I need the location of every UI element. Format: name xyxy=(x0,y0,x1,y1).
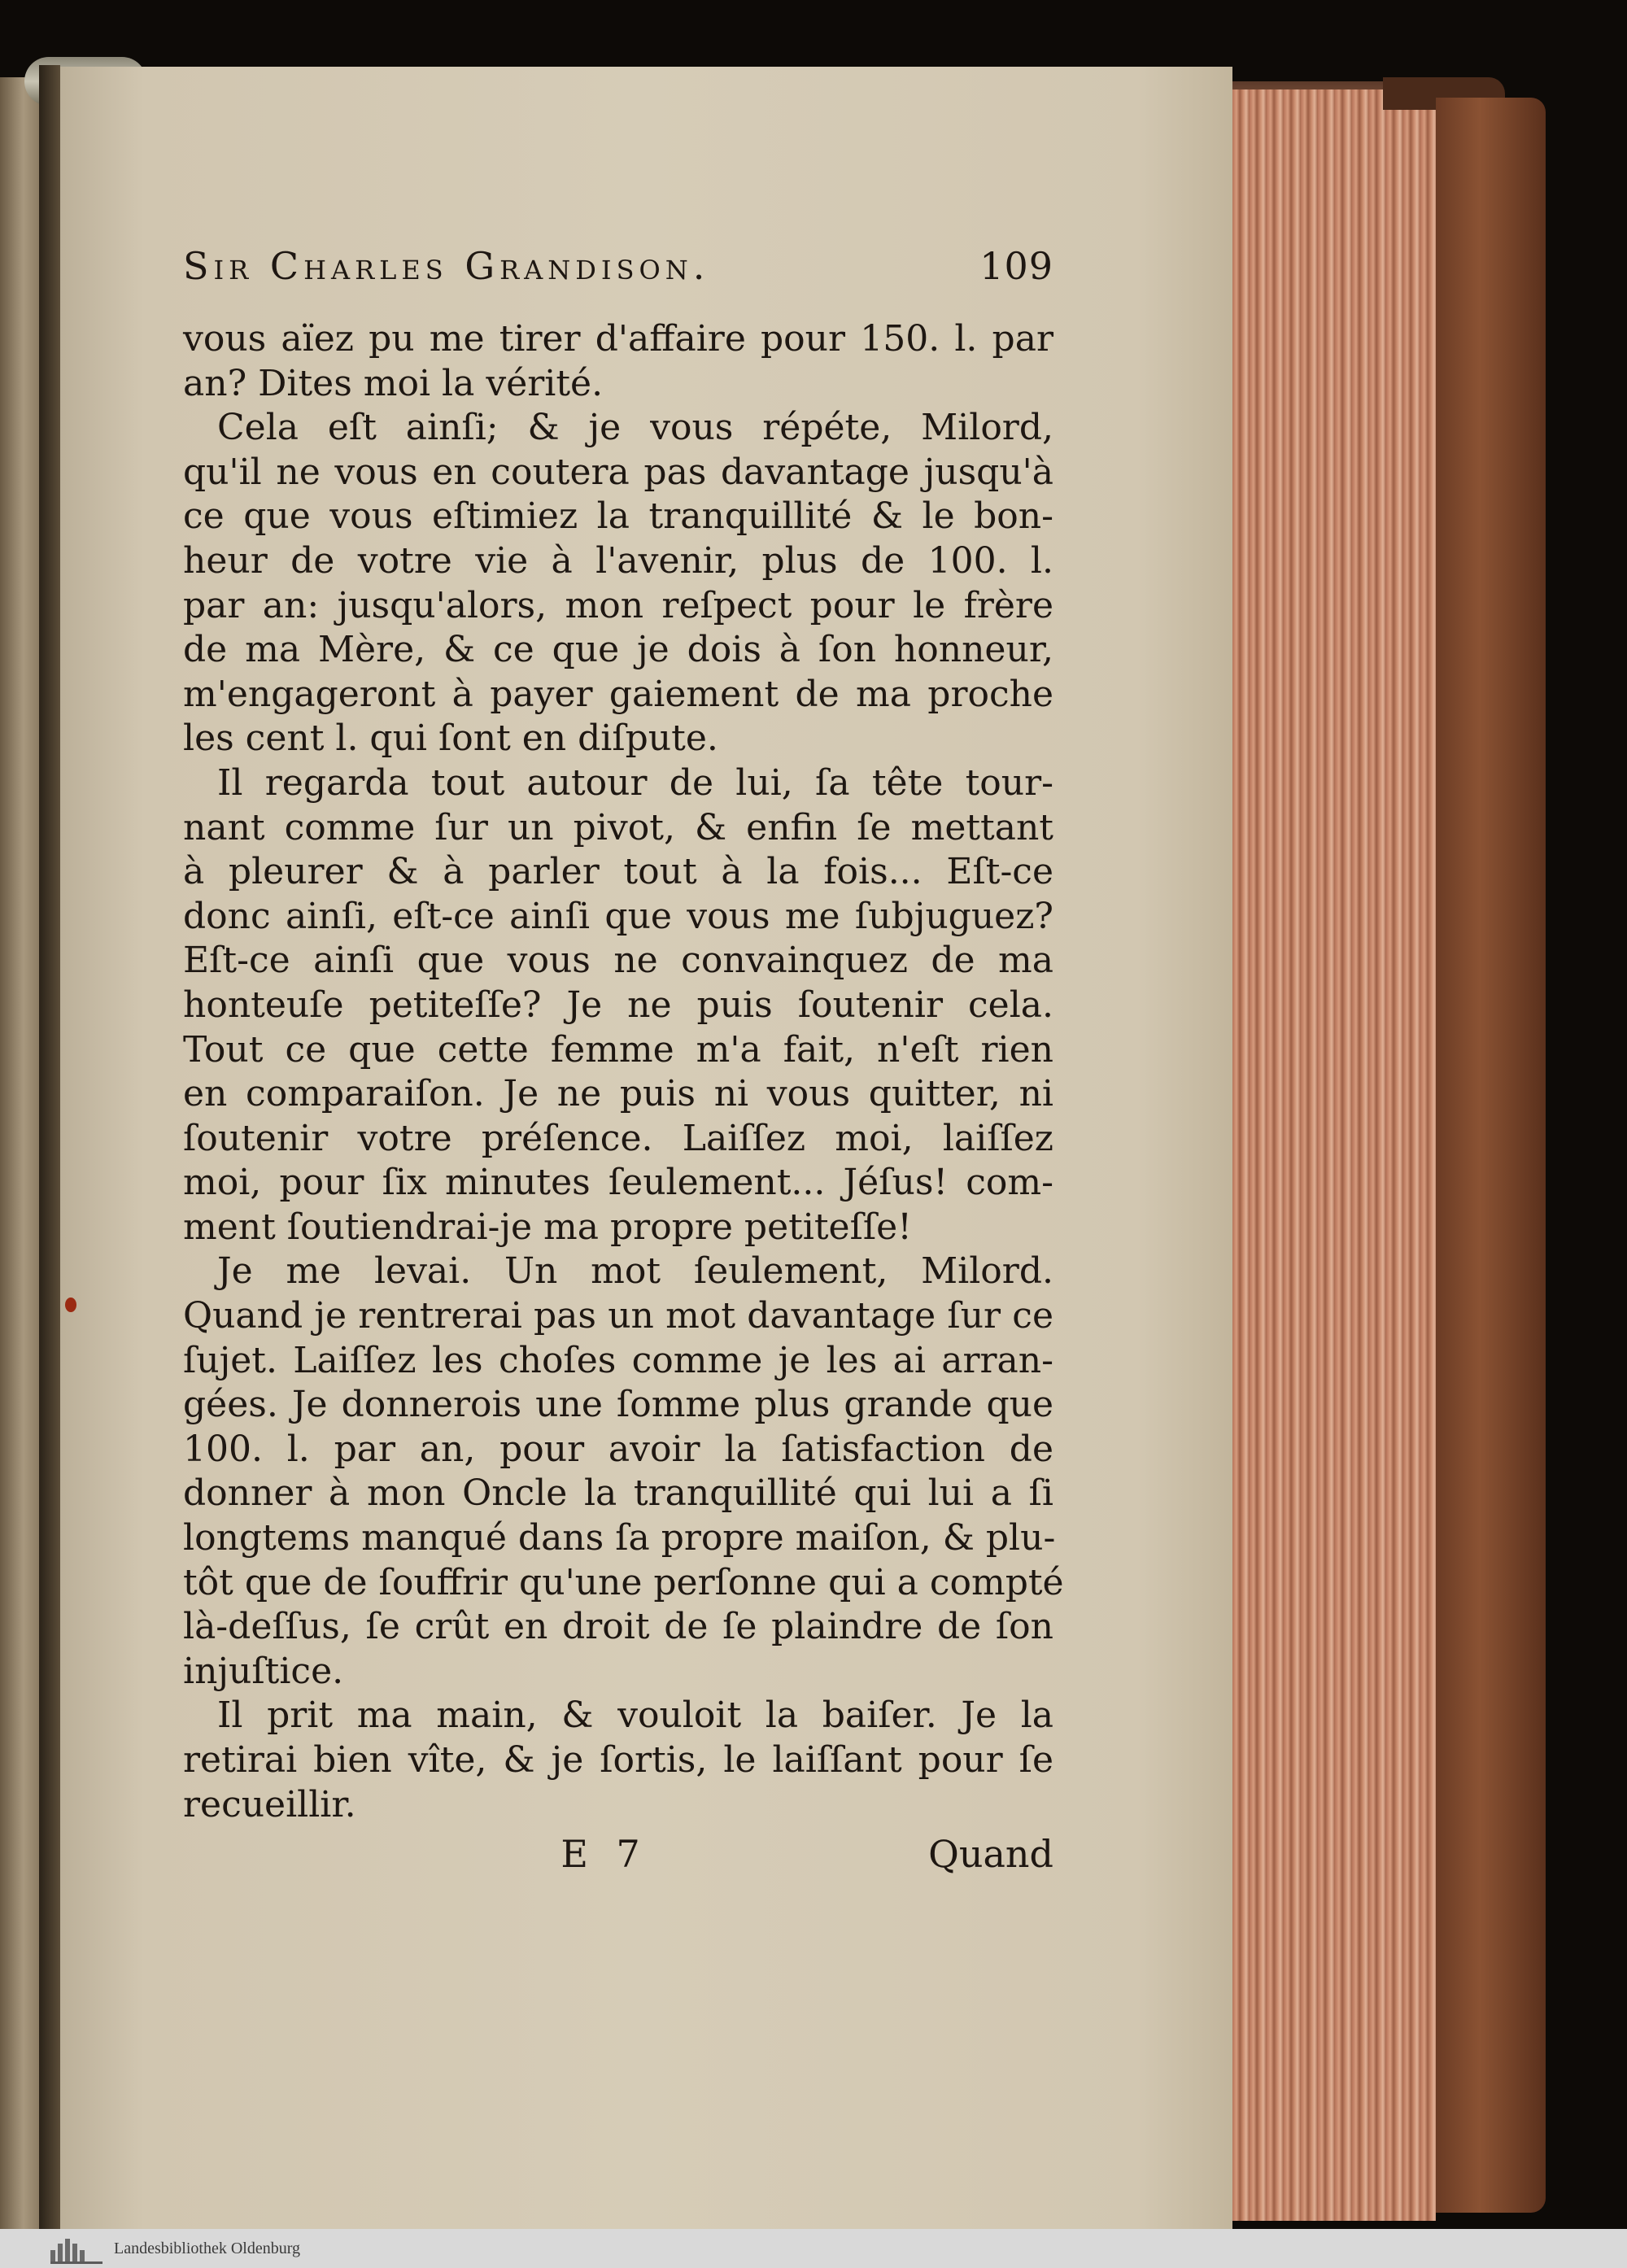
text-line: les cent l. qui ſont en diſpute. xyxy=(183,717,718,760)
catchword: Quand xyxy=(928,1832,1053,1877)
running-title: Sir Charles Grandison. xyxy=(183,244,710,288)
text-line: par an: jusqu'alors, mon reſpect pour le frère xyxy=(183,584,1053,626)
paragraph xyxy=(183,1694,1053,1827)
facing-page-edge xyxy=(0,77,39,2241)
text-line: à pleurer & à parler tout à la fois... Eſt-ce xyxy=(183,851,1053,893)
paragraph xyxy=(183,761,1053,1250)
text-line: Tout ce que cette femme m'a fait, n'eſt rien xyxy=(183,1028,1053,1071)
library-footer-bar xyxy=(0,2229,1627,2268)
page-gutter xyxy=(39,65,60,2245)
text-line: tôt que de ſouffrir qu'une perſonne qui a compté xyxy=(183,1561,1064,1603)
running-head xyxy=(183,244,1053,317)
text-line: ſujet. Laiſſez les choſes comme je les ai arran- xyxy=(183,1339,1053,1381)
paragraph xyxy=(183,406,1053,761)
page-number: 109 xyxy=(979,244,1053,288)
text-line: heur de votre vie à l'avenir, plus de 100. l. xyxy=(183,539,1053,582)
text-line: injuſtice. xyxy=(183,1650,344,1692)
text-line: de ma Mère, & ce que je dois à ſon honneur, xyxy=(183,629,1053,671)
text-line: gées. Je donnerois une ſomme plus grande que xyxy=(183,1384,1053,1426)
text-line: m'engageront à payer gaiement de ma proche xyxy=(183,673,1053,715)
text-line: moi, pour ſix minutes ſeulement... Jéſus! com- xyxy=(183,1162,1053,1204)
page-footer xyxy=(183,1832,1053,1889)
text-line: vous aïez pu me tirer d'affaire pour 150. l. par xyxy=(183,318,1053,360)
text-line: en comparaiſon. Je ne puis ni vous quitter, ni xyxy=(183,1073,1053,1115)
text-line: 100. l. par an, pour avoir la ſatisfaction de xyxy=(183,1428,1053,1470)
ink-spot xyxy=(65,1298,76,1312)
text-line: donner à mon Oncle la tranquillité qui lui a ſi xyxy=(183,1472,1053,1515)
text-line: retirai bien vîte, & je ſortis, le laiſſant pour ſe xyxy=(183,1739,1053,1781)
text-line: Je me levai. Un mot ſeulement, Milord. xyxy=(217,1250,1053,1293)
text-line: ment ſoutiendrai-je ma propre petiteſſe! xyxy=(183,1206,912,1248)
text-line: Quand je rentrerai pas un mot davantage ſur ce xyxy=(183,1295,1053,1337)
text-line: ce que vous eſtimiez la tranquillité & le bon- xyxy=(183,495,1053,538)
text-line: nant comme ſur un pivot, & enfin ſe mettant xyxy=(183,806,1053,848)
text-line: Cela eſt ainſi; & je vous répéte, Milord, xyxy=(217,407,1053,449)
library-name: Landesbibliothek Oldenburg xyxy=(114,2239,301,2257)
text-block xyxy=(183,244,1064,1889)
library-building-icon xyxy=(50,2234,103,2264)
text-line: longtems manqué dans ſa propre maiſon, & plu- xyxy=(183,1517,1056,1559)
text-line: là-deſſus, ſe crût en droit de ſe plaindre de ſon xyxy=(183,1606,1053,1648)
signature-mark: E 7 xyxy=(561,1832,648,1877)
text-line: an? Dites moi la vérité. xyxy=(183,362,604,404)
text-line: recueillir. xyxy=(183,1783,356,1825)
paragraph xyxy=(183,1250,1064,1694)
text-line: Il prit ma main, & vouloit la baiſer. Je la xyxy=(217,1694,1053,1737)
text-line: honteuſe petiteſſe? Je ne puis ſoutenir cela. xyxy=(183,984,1053,1026)
text-line: Eſt-ce ainſi que vous ne convainquez de ma xyxy=(183,940,1053,982)
text-line: ſoutenir votre préſence. Laiſſez moi, laiſſez xyxy=(183,1117,1053,1159)
leather-cover xyxy=(1436,98,1546,2213)
page-edges xyxy=(1232,89,1436,2221)
paragraph xyxy=(183,317,1053,406)
text-line: qu'il ne vous en coutera pas davantage jusqu'à xyxy=(183,451,1053,493)
text-line: donc ainſi, eſt-ce ainſi que vous me ſubjuguez? xyxy=(183,895,1053,937)
text-line: Il regarda tout autour de lui, ſa tête tour- xyxy=(217,761,1053,804)
